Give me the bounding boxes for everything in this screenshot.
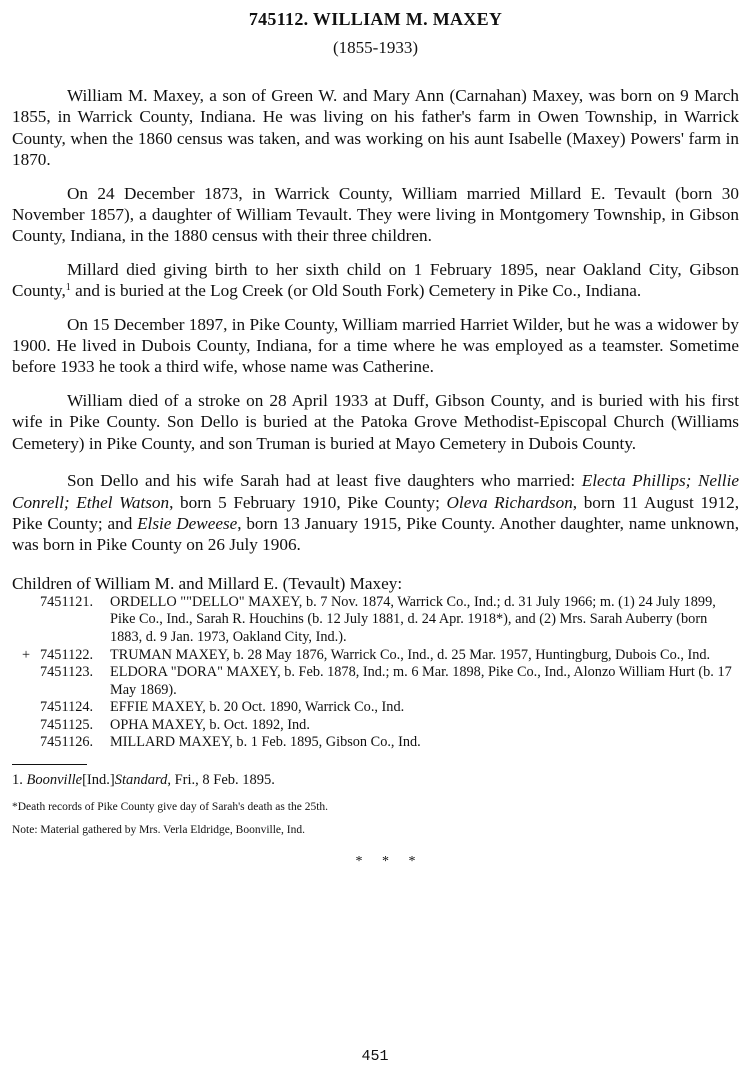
child-number: 7451124. xyxy=(40,699,94,716)
footnote-ref: 1 xyxy=(65,282,71,294)
descendant-marker xyxy=(12,717,40,735)
descendant-marker: + xyxy=(22,646,31,663)
paragraph-text: , born 11 August 1912, Pike County; and xyxy=(12,492,740,533)
paragraph-death-of-millard xyxy=(12,259,739,302)
child-entry xyxy=(12,664,739,699)
children-list xyxy=(12,594,739,752)
daughter-name: Oleva Richardson xyxy=(446,492,573,512)
paragraph-daughters xyxy=(12,470,739,556)
footnote-number: 1. xyxy=(12,772,27,789)
life-dates: (1855-1933) xyxy=(333,38,418,57)
footnote-source: Standard xyxy=(114,772,168,789)
footnote-source-note: Note: Material gathered by Mrs. Verla Eldridge, Boonville, Ind. xyxy=(12,824,305,837)
child-text: MILLARD MAXEY, b. 1 Feb. 1895, Gibson Co., Ind. xyxy=(110,734,421,751)
child-entry xyxy=(12,717,739,735)
footnote-text: [Ind.] xyxy=(82,772,115,789)
paragraph-text: , born 5 February 1910, Pike County; xyxy=(169,492,447,512)
footnote-1 xyxy=(12,772,739,789)
child-text: TRUMAN MAXEY, b. 28 May 1876, Warrick Co., Ind., d. 25 Mar. 1957, Huntingburg, Dubois Co., Ind. xyxy=(110,646,711,663)
daughter-names: Electa Phillips; Nellie Conrell; Ethel Watson xyxy=(12,471,739,512)
child-entry xyxy=(12,594,739,647)
footnote-divider xyxy=(12,764,87,765)
paragraph-birth: William M. Maxey, a son of Green W. and Mary Ann (Carnahan) Maxey, was born on 9 March 1855, in Warrick County, Indiana. He was living on his father's farm in Owen Township, in Warrick County, when the 1860 census was taken, and was working on his aunt Isabelle (Maxey) Powers' farm in 1870. xyxy=(12,86,739,170)
child-number: 7451125. xyxy=(40,716,94,733)
child-number: 7451126. xyxy=(40,734,94,751)
descendant-marker xyxy=(12,734,40,752)
paragraph-marriage-1: On 24 December 1873, in Warrick County, William married Millard E. Tevault (born 30 November 1857), a daughter of William Tevault. They were living in Montgomery Township, in Gibson County, Indiana, in the 1880 census with their three children. xyxy=(12,183,739,246)
child-text: OPHA MAXEY, b. Oct. 1892, Ind. xyxy=(110,716,310,733)
footnote-text: , Fri., 8 Feb. 1895. xyxy=(167,772,275,789)
paragraph-text: Son Dello and his wife Sarah had at least five daughters who married: xyxy=(67,471,582,491)
child-text: ELDORA "DORA" MAXEY, b. Feb. 1878, Ind.; m. 6 Mar. 1898, Pike Co., Ind., Alonzo William Hurt (b. 17 May 1869). xyxy=(110,664,732,698)
descendant-marker xyxy=(12,664,40,699)
footnote-source: Boonville xyxy=(26,772,83,789)
daughter-name: Elsie Deweese xyxy=(137,513,238,533)
child-entry xyxy=(12,734,739,752)
child-text: EFFIE MAXEY, b. 20 Oct. 1890, Warrick Co., Ind. xyxy=(110,699,405,716)
child-entry xyxy=(12,647,739,665)
paragraph-text: Millard died giving birth to her sixth child on 1 February 1895, near Oakland City, Gibson County, xyxy=(12,259,739,301)
document-page xyxy=(12,0,739,870)
child-number: 7451123. xyxy=(40,664,94,681)
footnote-death-record: *Death records of Pike County give day of Sarah's death as the 25th. xyxy=(12,801,329,814)
child-number: 7451122. xyxy=(40,646,94,663)
child-text: ORDELLO ""DELLO" MAXEY, b. 7 Nov. 1874, Warrick Co., Ind.; d. 31 July 1966; m. (1) 24 July 1899, Pike Co., Ind., Sarah R. Houchins (b. 12 July 1881, d. 24 Apr. 1918*), and (2) Mrs. Sarah Auberry (born 1883, d. 9 Jan. 1973, Oakland City, Ind.). xyxy=(110,593,716,645)
descendant-marker xyxy=(12,699,40,717)
child-entry xyxy=(12,699,739,717)
children-heading: Children of William M. and Millard E. (Tevault) Maxey: xyxy=(12,573,403,593)
page-title: 745112. WILLIAM M. MAXEY xyxy=(248,9,503,29)
descendant-marker xyxy=(12,594,40,647)
paragraph-marriage-2: On 15 December 1897, in Pike County, William married Harriet Wilder, but he was a widower by 1900. He lived in Dubois County, Indiana, for a time where he was employed as a teamster. Sometime before 1933 he took a third wife, whose name was Catherine. xyxy=(12,314,739,377)
section-separator: * * * xyxy=(355,854,424,870)
page-number: 451 xyxy=(361,1048,389,1065)
child-number: 7451121. xyxy=(40,593,94,610)
paragraph-text: , born 13 January 1915, Pike County. Another daughter, name unknown, was born in Pike County on 26 July 1906. xyxy=(12,513,739,555)
paragraph-death-of-william: William died of a stroke on 28 April 1933 at Duff, Gibson County, and is buried with his first wife in Pike County. Son Dello is buried at the Patoka Grove Methodist-Episcopal Church (Williams Cemetery) in Pike County, and son Truman is buried at Mayo Cemetery in Dubois County. xyxy=(12,390,739,453)
paragraph-text: and is buried at the Log Creek (or Old South Fork) Cemetery in Pike Co., Indiana. xyxy=(70,281,642,301)
